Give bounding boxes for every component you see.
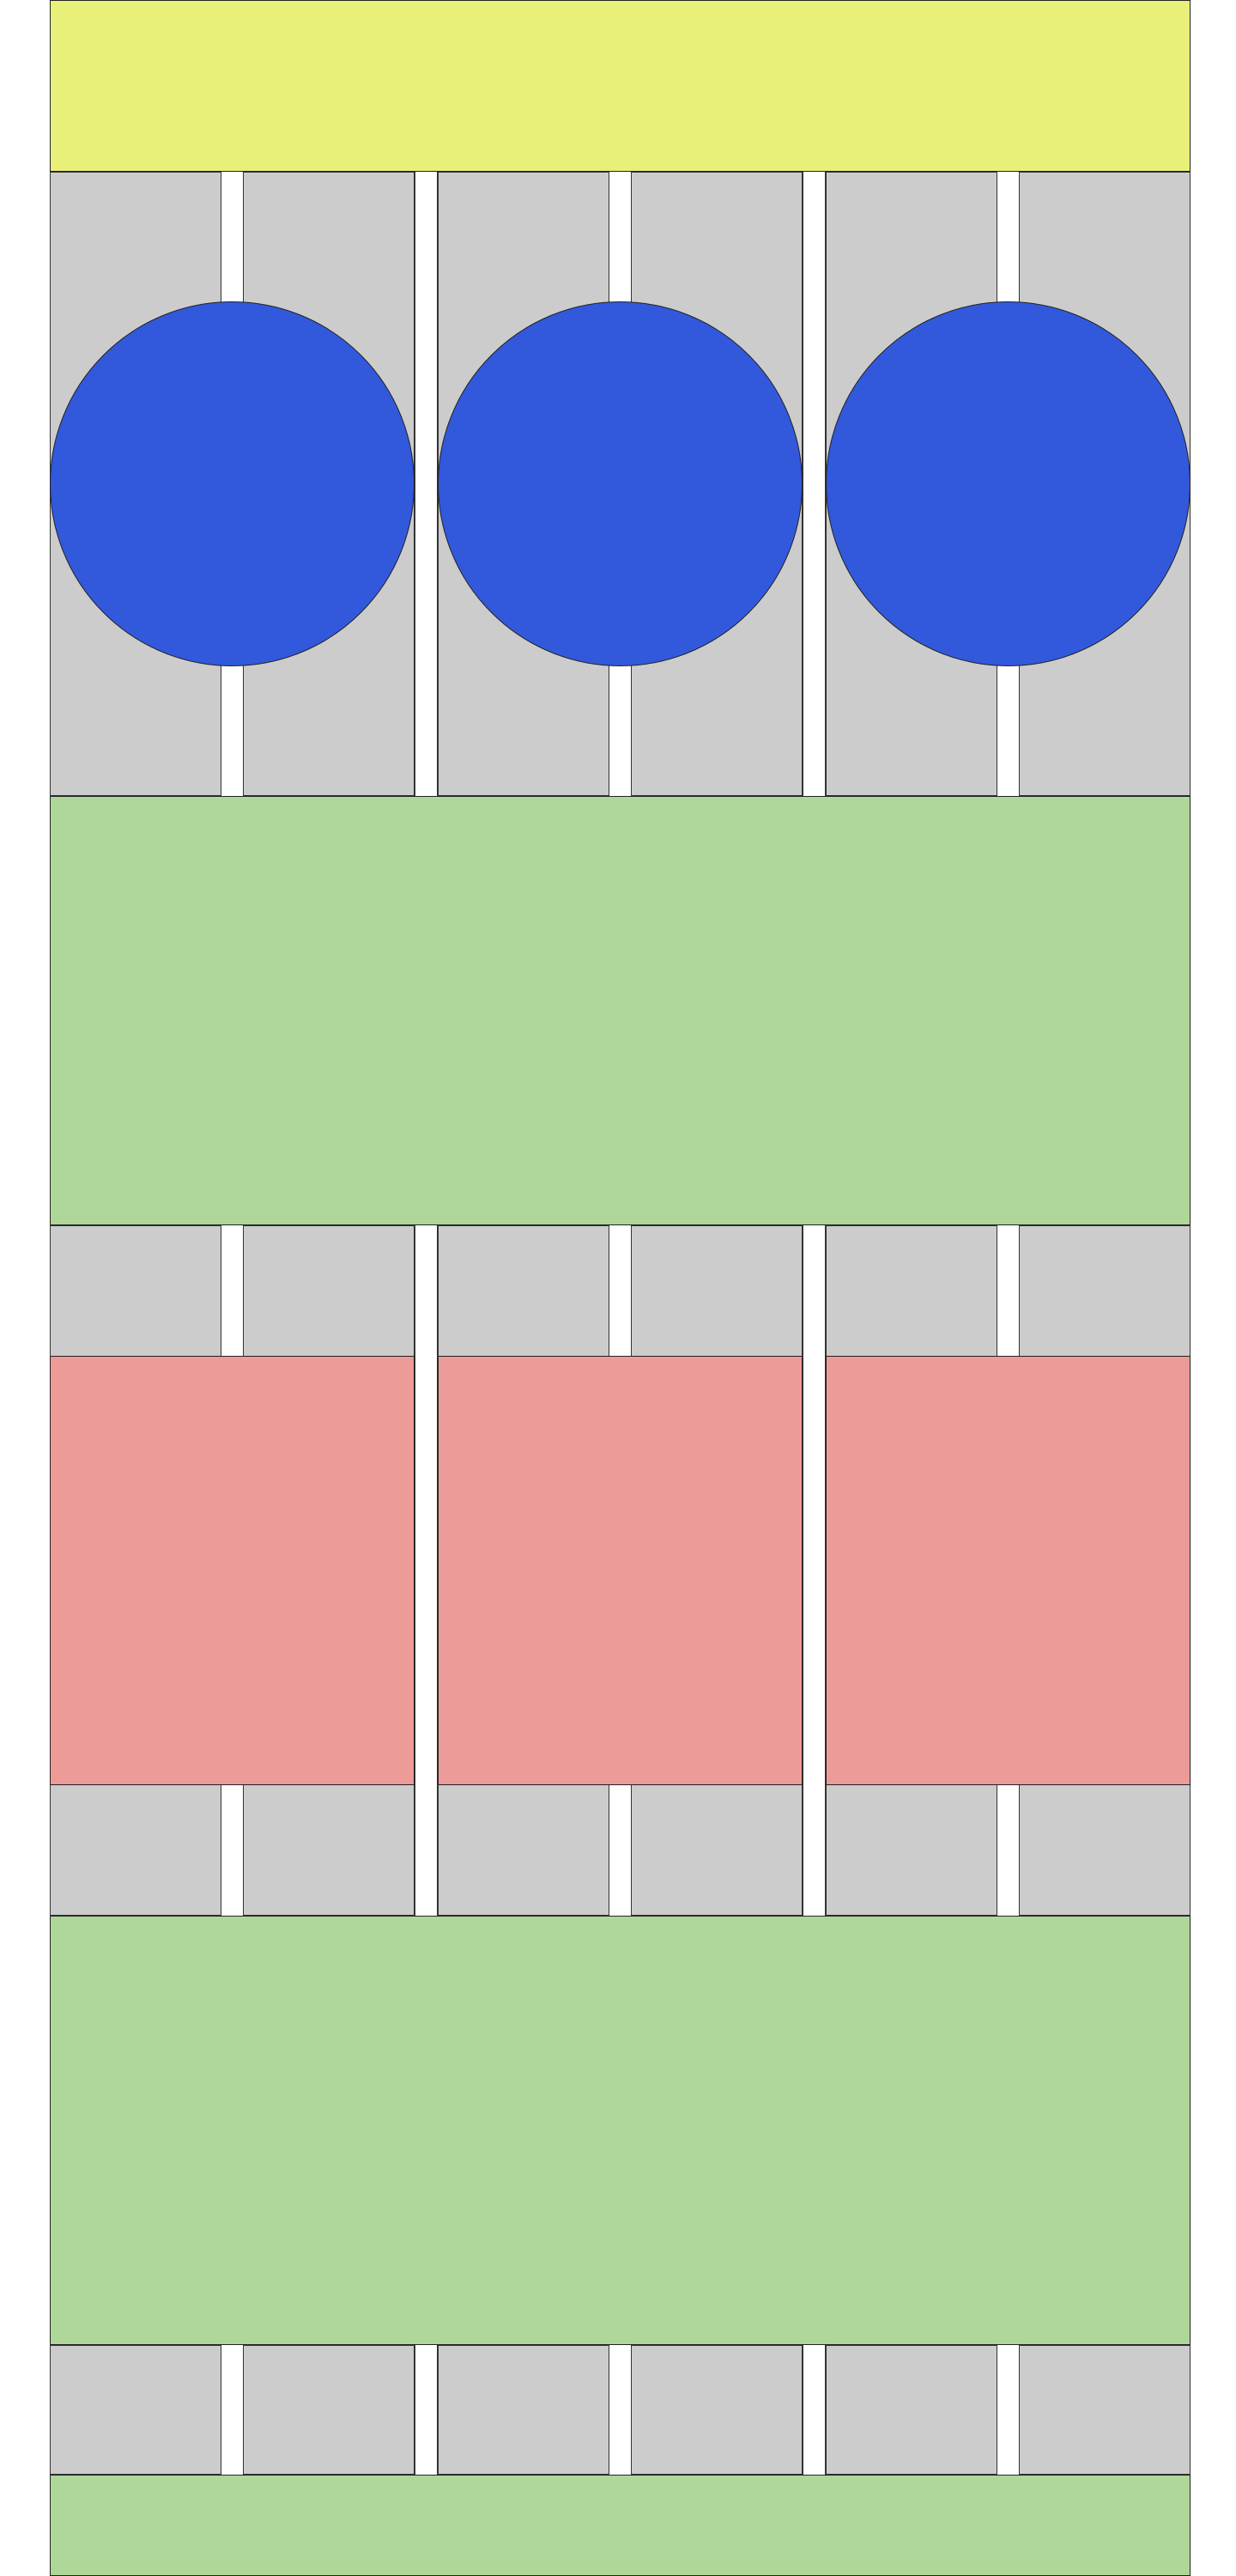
header-band bbox=[50, 0, 1191, 172]
column-gap-stripe bbox=[415, 2345, 438, 2475]
blue-circle bbox=[50, 301, 415, 666]
column-gap-stripe bbox=[803, 172, 826, 796]
column-divider-stripe bbox=[221, 2345, 244, 2475]
green-band bbox=[50, 1916, 1191, 2345]
column-gap-stripe bbox=[415, 172, 438, 796]
pink-square bbox=[438, 1356, 803, 1785]
column-divider-stripe bbox=[997, 2345, 1020, 2475]
column-gap-stripe bbox=[803, 2345, 826, 2475]
pink-square bbox=[826, 1356, 1191, 1785]
blue-circle bbox=[438, 301, 803, 666]
column-gap-stripe bbox=[415, 1225, 438, 1916]
green-band bbox=[50, 796, 1191, 1225]
pink-square bbox=[50, 1356, 415, 1785]
blue-circle bbox=[826, 301, 1191, 666]
column-divider-stripe bbox=[609, 2345, 632, 2475]
green-band bbox=[50, 2475, 1191, 2576]
column-gap-stripe bbox=[803, 1225, 826, 1916]
